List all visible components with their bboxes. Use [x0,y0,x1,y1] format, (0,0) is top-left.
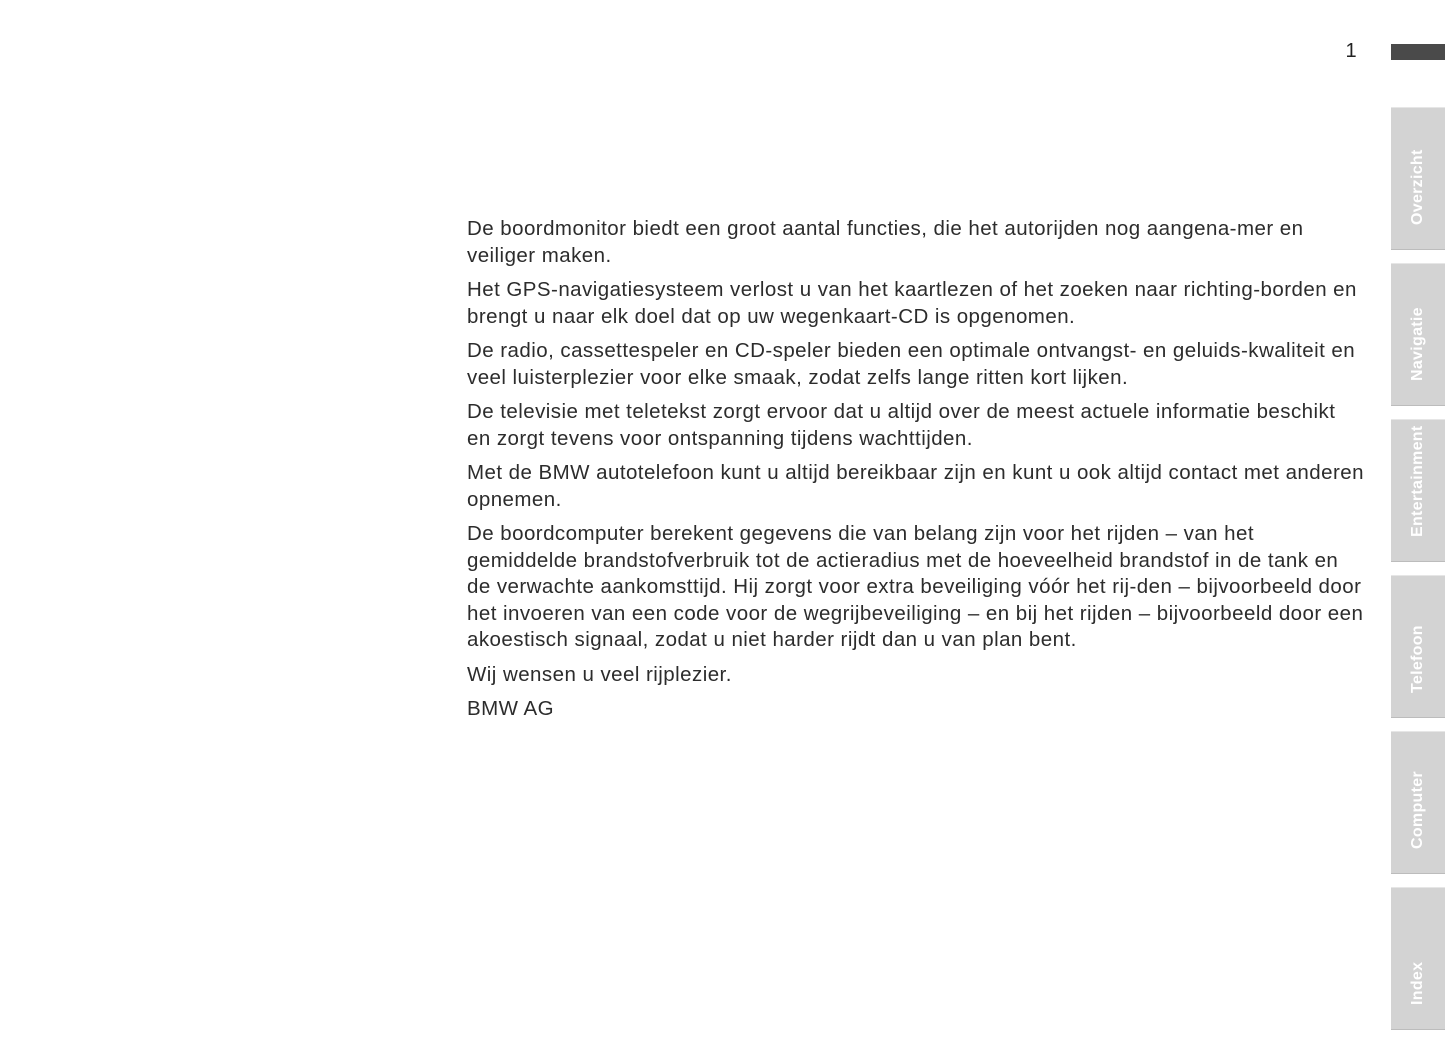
signature: BMW AG [467,697,554,720]
tab-label: Navigatie [1409,307,1426,381]
tab-label: Telefoon [1409,625,1426,693]
tab-index[interactable] [1391,887,1445,1030]
paragraph-telephone: Met de BMW autotelefoon kunt u altijd bereikbaar zijn en kunt u ook altijd contact met anderen opnemen. [467,461,1364,511]
tab-computer[interactable] [1391,731,1445,874]
intro-text [467,216,1365,731]
page-header-bar [1391,44,1445,60]
tab-label: Overzicht [1409,149,1426,225]
paragraph-television: De televisie met teletekst zorgt ervoor dat u altijd over de meest actuele informatie beschikt en zorgt tevens voor ontspanning tijdens wachttijden. [467,400,1336,450]
tab-label: Computer [1409,771,1426,849]
tab-entertainment[interactable] [1391,419,1445,562]
paragraph-navigation: Het GPS-navigatiesysteem verlost u van het kaartlezen of het zoeken naar richting-borden en brengt u naar elk doel dat op uw wegenkaart-CD is opgenomen. [467,278,1357,328]
paragraph-closing: Wij wensen u veel rijplezier. [467,662,732,686]
tab-navigatie[interactable] [1391,263,1445,406]
paragraph-boordmonitor: De boordmonitor biedt een groot aantal functies, die het autorijden nog aangena-mer en veiliger maken. [467,217,1304,267]
tab-overzicht[interactable] [1391,107,1445,250]
tab-label: Entertainment [1409,425,1426,537]
page-number: 1 [1345,40,1357,62]
paragraph-entertainment: De radio, cassettespeler en CD-speler bieden een optimale ontvangst- en geluids-kwaliteit en veel luisterplezier voor elke smaak, zodat zelfs lange ritten kort lijken. [467,339,1356,389]
paragraph-computer: De boordcomputer berekent gegevens die van belang zijn voor het rijden – van het gemiddelde brandstofverbruik tot de actieradius met de hoeveelheid brandstof in de tank en de verwachte aankomsttijd. Hij zorgt voor extra beveiliging vóór het rij-den – bijvoorbeeld door het invoeren van een code voor de wegrijbeveiliging – en bij het rijden – bijvoorbeeld door een akoestisch signaal, zodat u niet harder rijdt dan u van plan bent. [467,522,1364,651]
tab-telefoon[interactable] [1391,575,1445,718]
tab-label: Index [1409,961,1426,1005]
